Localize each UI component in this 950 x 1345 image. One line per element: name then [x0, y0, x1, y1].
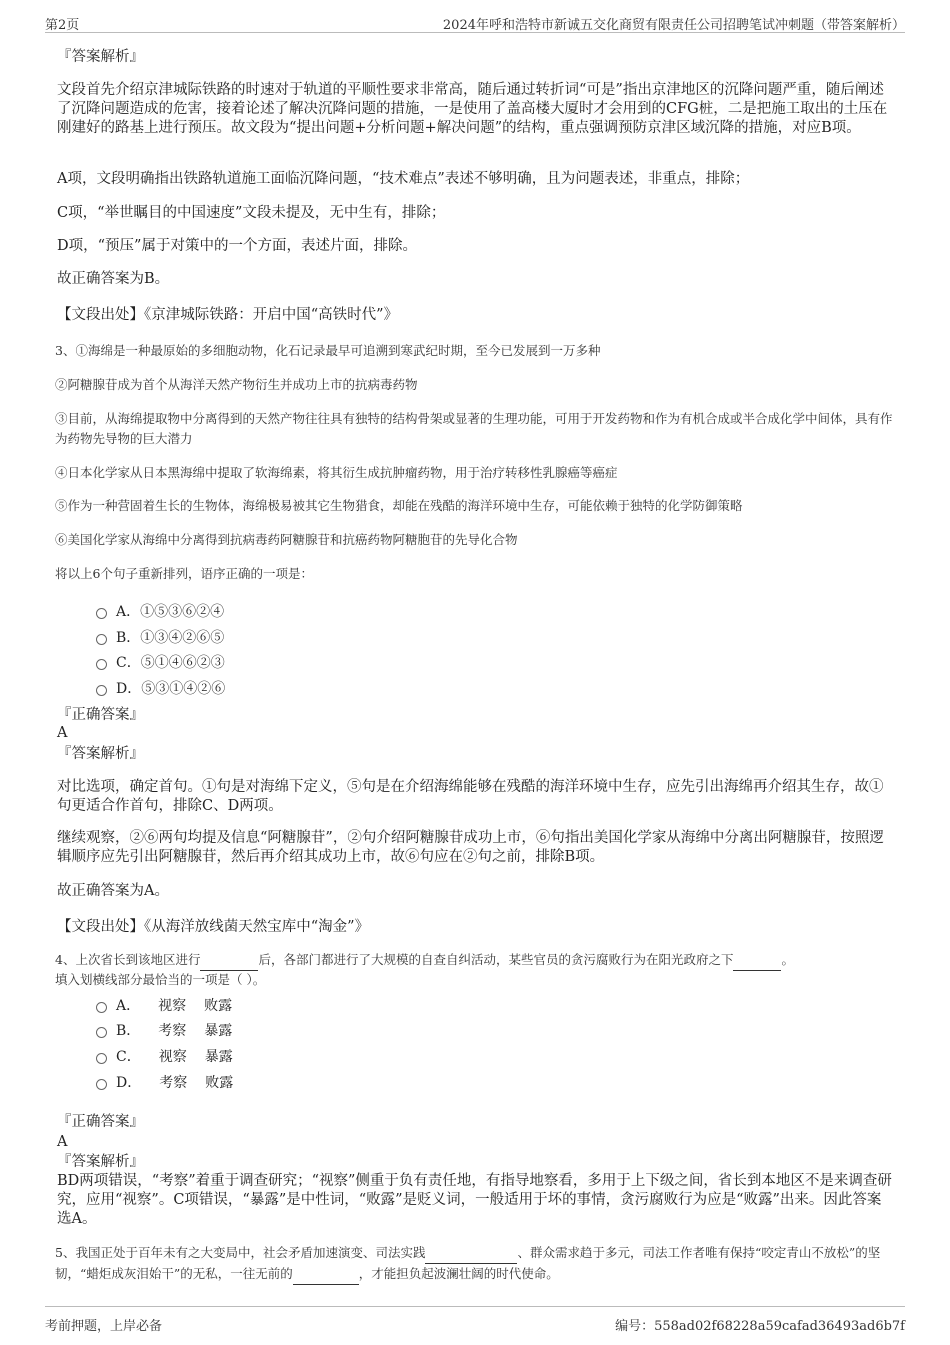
- radio-icon[interactable]: [96, 1053, 107, 1064]
- doc-title: 2024年呼和浩特市新诚五交化商贸有限责任公司招聘笔试冲刺题（带答案解析）: [442, 18, 905, 33]
- blank-line: [425, 1243, 517, 1264]
- q4-option-b[interactable]: B． 考察 暴露: [96, 1020, 232, 1040]
- radio-icon[interactable]: [96, 634, 107, 645]
- radio-icon[interactable]: [96, 1027, 107, 1038]
- q3-conclusion: 故正确答案为A。: [57, 883, 169, 899]
- q4-analysis: BD两项错误，“考察”着重于调查研究；“视察”侧重于负有责任地，有指导地察看，多用于上下级之间，省长到本地区不是来调查研究，应用“视察”。C项错误，“暴露”是中性词，“败露”是贬义词，一般适用于坏的事情，贪污腐败行为应是“败露”出来。因此答案选A。: [57, 1173, 892, 1227]
- q3-analysis-p1: 对比选项，确定首句。①句是对海绵下定义，⑤句是在介绍海绵能够在残酷的海洋环境中生存，应先引出海绵再介绍其生存，故①句更适合作首句，排除C、D两项。: [57, 779, 884, 814]
- q5-stem: 5、我国正处于百年未有之大变局中，社会矛盾加速演变、司法实践 、群众需求趋于多元，司法工作者唯有保持“咬定青山不放松”的坚韧，“蜡炬成灰泪始干”的无私，一往无前的 ，才能担负起波澜壮阔的时代使命。: [55, 1243, 900, 1285]
- q4-stem: 4、上次省长到该地区进行 后，各部门都进行了大规模的自查自纠活动，某些官员的贪污腐败行为在阳光政府之下 。: [55, 950, 895, 971]
- radio-icon[interactable]: [96, 1002, 107, 1013]
- blank-line: [293, 1264, 359, 1285]
- q3-option-d[interactable]: D．⑤③①④②⑥: [96, 678, 225, 698]
- blank-line: [200, 950, 258, 971]
- radio-icon[interactable]: [96, 659, 107, 670]
- q4-option-a[interactable]: A． 视察 败露: [96, 995, 232, 1015]
- q2-conclusion: 故正确答案为B。: [57, 271, 170, 287]
- q3-analysis-label: 『答案解析』: [57, 746, 144, 762]
- q3-option-c[interactable]: C．⑤①④⑥②③: [96, 652, 225, 672]
- q4-answer-label: 『正确答案』: [57, 1114, 144, 1130]
- q3-answer-label: 『正确答案』: [57, 707, 144, 723]
- page-footer: [45, 1306, 905, 1337]
- q3-option-b[interactable]: B．①③④②⑥⑤: [96, 627, 224, 647]
- q2-analysis-text: 文段首先介绍京津城际铁路的时速对于轨道的平顺性要求非常高，随后通过转折词“可是”指出京津地区的沉降问题严重，随后阐述了沉降问题造成的危害，接着论述了解决沉降问题的措施，一是使用了盖高楼大厦时才会用到的CFG桩，二是把施工取出的土压在刚建好的路基上进行预压。故文段为“提出问题+分析问题+解决问题”的结构，重点强调预防京津区域沉降的措施，对应B项。: [57, 82, 888, 136]
- page-number: 第2页: [45, 18, 80, 33]
- q3-prompt: 将以上6个句子重新排列，语序正确的一项是：: [55, 566, 313, 581]
- q2-option-a-note: A项，文段明确指出铁路轨道施工面临沉降问题，“技术难点”表述不够明确，且为问题表述，非重点，排除；: [57, 171, 750, 187]
- q3-sentence-2: ②阿糖腺苷成为首个从海洋天然产物衍生并成功上市的抗病毒药物: [55, 377, 418, 392]
- q4-answer: A: [57, 1134, 68, 1150]
- q3-analysis-p2: 继续观察，②⑥两句均提及信息“阿糖腺苷”，②句介绍阿糖腺苷成功上市，⑥句指出美国化学家从海绵中分离出阿糖腺苷，按照逻辑顺序应先引出阿糖腺苷，然后再介绍其成功上市，故⑥句应在②句之前，排除B项。: [57, 830, 884, 865]
- q2-option-d-note: D项，“预压”属于对策中的一个方面，表述片面，排除。: [57, 238, 417, 254]
- footer-doc-id: 编号：558ad02f68228a59cafad36493ad6b7f: [615, 1319, 905, 1334]
- q3-source: 【文段出处】《从海洋放线菌天然宝库中“淘金”》: [57, 919, 370, 935]
- q3-sentence-4: ④日本化学家从日本黑海绵中提取了软海绵素，将其衍生成抗肿瘤药物，用于治疗转移性乳腺癌等癌症: [55, 465, 618, 480]
- q3-sentence-1: 3、①海绵是一种最原始的多细胞动物，化石记录最早可追溯到寒武纪时期，至今已发展到一万多种: [55, 343, 601, 358]
- q3-sentence-3: ③目前，从海绵提取物中分离得到的天然产物往往具有独特的结构骨架或显著的生理功能，可用于开发药物和作为有机合成或半合成化学中间体，具有作为药物先导物的巨大潜力: [55, 411, 893, 446]
- q2-source: 【文段出处】《京津城际铁路：开启中国“高铁时代”》: [57, 307, 399, 323]
- q2-option-c-note: C项，“举世瞩目的中国速度”文段未提及，无中生有，排除；: [57, 205, 446, 221]
- q3-sentence-6: ⑥美国化学家从海绵中分离得到抗病毒药阿糖腺苷和抗癌药物阿糖胞苷的先导化合物: [55, 532, 518, 547]
- q3-answer: A: [57, 725, 68, 741]
- blank-line: [733, 950, 781, 971]
- q3-option-a[interactable]: A．①⑤③⑥②④: [96, 601, 224, 621]
- radio-icon[interactable]: [96, 1079, 107, 1090]
- q3-sentence-5: ⑤作为一种营固着生长的生物体，海绵极易被其它生物猎食，却能在残酷的海洋环境中生存，可能依赖于独特的化学防御策略: [55, 498, 743, 513]
- radio-icon[interactable]: [96, 608, 107, 619]
- q4-option-c[interactable]: C． 视察 暴露: [96, 1046, 233, 1066]
- q2-analysis-label: 『答案解析』: [57, 49, 144, 65]
- page-header: [45, 12, 905, 33]
- radio-icon[interactable]: [96, 685, 107, 696]
- footer-slogan: 考前押题，上岸必备: [45, 1319, 163, 1334]
- q4-analysis-label: 『答案解析』: [57, 1154, 144, 1170]
- q4-prompt: 填入划横线部分最恰当的一项是（ ）。: [55, 972, 266, 987]
- q4-option-d[interactable]: D． 考察 败露: [96, 1072, 233, 1092]
